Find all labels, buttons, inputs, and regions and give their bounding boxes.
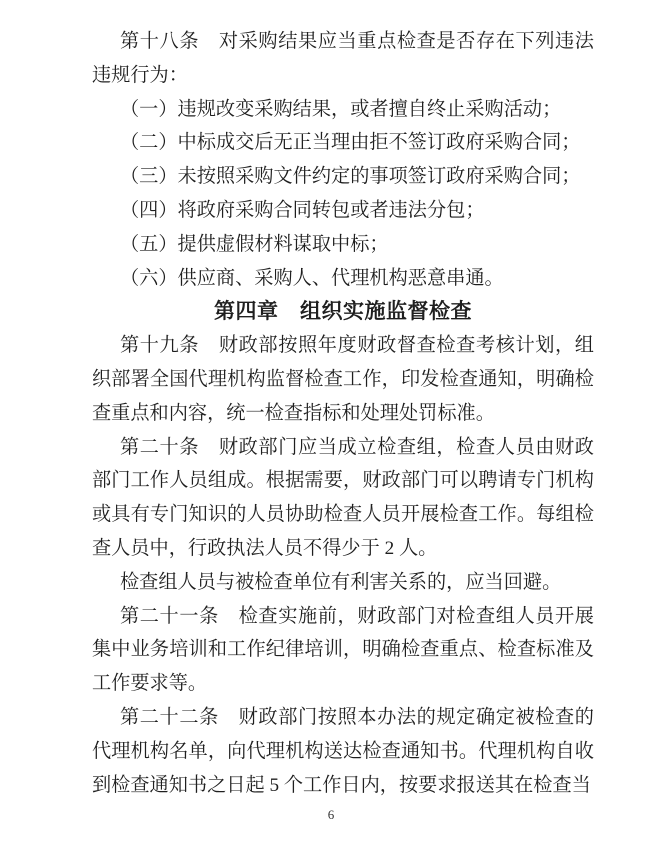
article-21: 第二十一条 检查实施前，财政部门对检查组人员开展集中业务培训和工作纪律培训，明确检查重点、检查标准及工作要求等。 — [92, 605, 594, 695]
list-item-2: （二）中标成交后无正当理由拒不签订政府采购合同； — [120, 132, 581, 154]
article-19: 第十九条 财政部按照年度财政督查检查考核计划，组织部署全国代理机构监督检查工作，印发检查通知，明确检查重点和内容，统一检查指标和处理处罚标准。 — [92, 335, 594, 424]
list-item-3: （三）未按照采购文件约定的事项签订政府采购合同； — [120, 166, 581, 188]
list-item-1: （一）违规改变采购结果，或者擅自终止采购活动； — [120, 98, 562, 120]
page-number: 6 — [327, 807, 335, 822]
article-20-note: 检查组人员与被检查单位有利害关系的，应当回避。 — [120, 571, 562, 593]
article-20: 第二十条 财政部门应当成立检查组，检查人员由财政部门工作人员组成。根据需要，财政部门可以聘请专门机构或具有专门知识的人员协助检查人员开展检查工作。每组检查人员中，行政执法人员不得少于 2 人。 — [92, 436, 594, 559]
list-item-5: （五）提供虚假材料谋取中标； — [120, 233, 389, 255]
chapter-heading: 第四章 组织实施监督检查 — [214, 300, 472, 324]
list-item-4: （四）将政府采购合同转包或者违法分包； — [120, 199, 485, 221]
list-item-6: （六）供应商、采购人、代理机构恶意串通。 — [120, 267, 504, 289]
article-22: 第二十二条 财政部门按照本办法的规定确定被检查的代理机构名单，向代理机构送达检查通知书。代理机构自收到检查通知书之日起 5 个工作日内，按要求报送其在检查当 — [92, 706, 594, 796]
article-18-intro: 第十八条 对采购结果应当重点检查是否存在下列违法违规行为： — [92, 31, 594, 86]
